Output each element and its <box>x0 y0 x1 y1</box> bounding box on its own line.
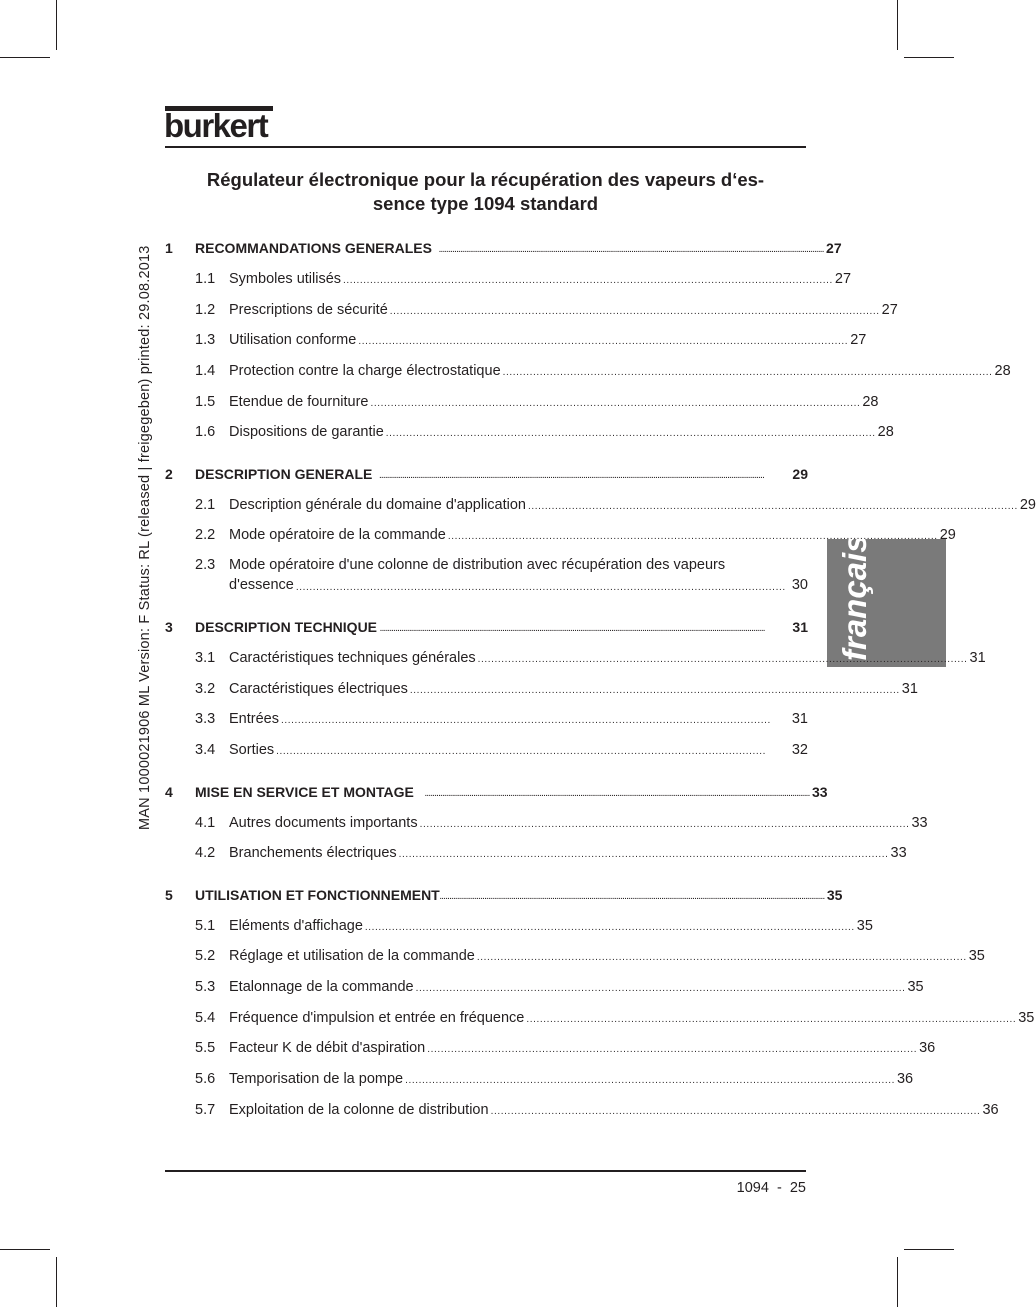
footer-rule <box>165 1170 806 1172</box>
toc-entry: 3.4 Sorties ................................................................................................................................................. 32 <box>195 742 808 758</box>
toc-entry: 2.3 Mode opératoire d'une colonne de distribution avec récupération des vapeurs d'essence ................................................................................................................................................. 30 <box>195 557 808 593</box>
toc-entry: 4.2 Branchements électriques ................................................................................................................................................. 33 <box>195 845 907 861</box>
toc-entry: 4.1 Autres documents importants ................................................................................................................................................. 33 <box>195 815 928 831</box>
toc-entry: 3.3 Entrées ................................................................................................................................................. 31 <box>195 711 808 727</box>
toc-entry: 5.3 Etalonnage de la commande ................................................................................................................................................. 35 <box>195 979 924 995</box>
language-tab-label: français <box>836 534 873 661</box>
toc-entry: 3.1 Caractéristiques techniques générales ................................................................................................................................................. 31 <box>195 650 986 666</box>
toc-entry: 1.3 Utilisation conforme ................................................................................................................................................. 27 <box>195 332 867 348</box>
toc-entry: 1.2 Prescriptions de sécurité ................................................................................................................................................. 27 <box>195 302 898 318</box>
toc-entry: 2.2 Mode opératoire de la commande ................................................................................................................................................. 29 <box>195 527 956 543</box>
toc-chapter: 5 UTILISATION ET FONCTIONNEMENT ...................................................................................................................................................................................................... 35 <box>165 887 843 903</box>
toc-chapter: 3 DESCRIPTION TECHNIQUE ...................................................................................................................................................................................................... 31 <box>165 619 808 635</box>
toc-entry: 5.5 Facteur K de débit d'aspiration ................................................................................................................................................. 36 <box>195 1040 936 1056</box>
toc-chapter: 2 DESCRIPTION GENERALE ...................................................................................................................................................................................................... 29 <box>165 466 808 482</box>
toc-entry: 1.4 Protection contre la charge électrostatique ................................................................................................................................................. 28 <box>195 363 1011 379</box>
toc-entry: 5.1 Eléments d'affichage ................................................................................................................................................. 35 <box>195 918 873 934</box>
toc-entry: 3.2 Caractéristiques électriques ................................................................................................................................................. 31 <box>195 681 918 697</box>
toc-entry: 1.6 Dispositions de garantie ................................................................................................................................................. 28 <box>195 424 894 440</box>
page-title-line1: Régulateur électronique pour la récupération des vapeurs d‘es- <box>206 169 765 190</box>
toc-chapter: 1 RECOMMANDATIONS GENERALES ...................................................................................................................................................................................................... 27 <box>165 240 842 256</box>
toc-entry: 5.4 Fréquence d'impulsion et entrée en fréquence ................................................................................................................................................. 35 <box>195 1010 1035 1026</box>
toc-entry: 2.1 Description générale du domaine d'application ................................................................................................................................................. 29 <box>195 497 1036 513</box>
toc-entry: 1.5 Etendue de fourniture ................................................................................................................................................. 28 <box>195 394 879 410</box>
logo-wordmark: burkert <box>164 107 268 144</box>
page-title-line2: sence type 1094 standard <box>372 193 599 214</box>
toc-entry: 5.7 Exploitation de la colonne de distribution ................................................................................................................................................. 36 <box>195 1102 999 1118</box>
page-number: 1094 - 25 <box>736 1180 806 1196</box>
toc-entry: 1.1 Symboles utilisés ................................................................................................................................................. 27 <box>195 271 852 287</box>
toc-entry: 5.6 Temporisation de la pompe ................................................................................................................................................. 36 <box>195 1071 914 1087</box>
toc-chapter: 4 MISE EN SERVICE ET MONTAGE ...................................................................................................................................................................................................... 33 <box>165 784 828 800</box>
document-status-text: MAN 1000021906 ML Version: F Status: RL (released | freigegeben) printed: 29.08.2013 <box>137 245 153 830</box>
toc-entry: 5.2 Réglage et utilisation de la commande ................................................................................................................................................. 35 <box>195 948 985 964</box>
